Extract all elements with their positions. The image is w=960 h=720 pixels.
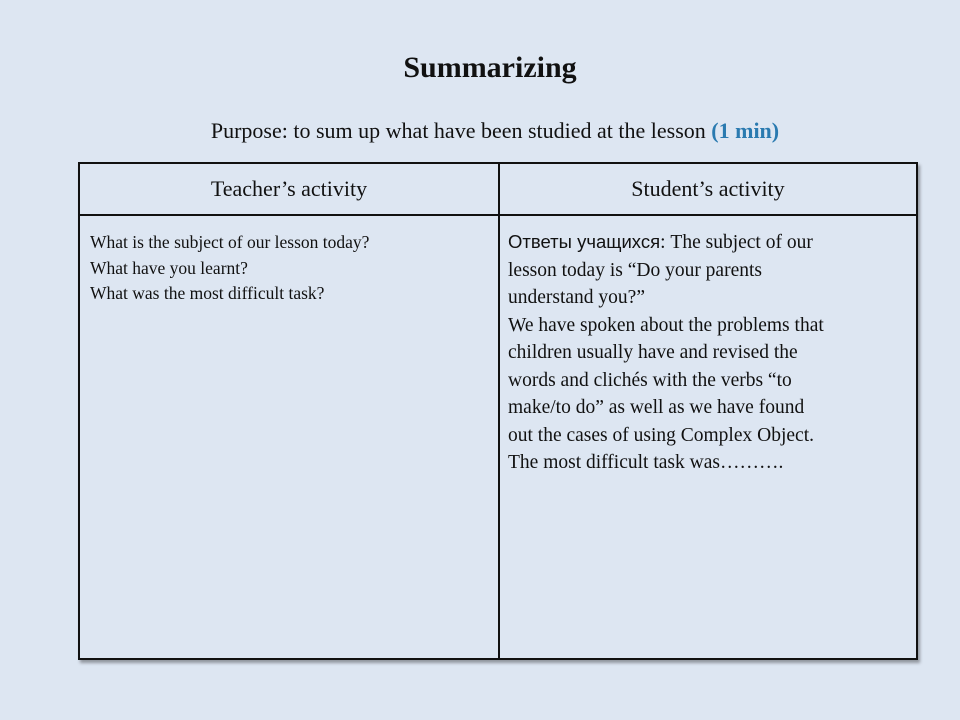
student-answer-line-6: words and clichés with the verbs “to xyxy=(508,369,792,391)
student-answer-prefix: Ответы учащихся xyxy=(508,231,661,252)
student-answer-line-7: make/to do” as well as we have found xyxy=(508,397,805,418)
teacher-activity-cell xyxy=(80,216,500,658)
purpose-text: Purpose: to sum up what have been studied at the lesson xyxy=(210,118,712,143)
student-activity-cell xyxy=(500,216,916,658)
student-answer-line-5: children usually have and revised the xyxy=(508,342,798,363)
student-answer-line-3: understand you?” xyxy=(508,287,645,308)
purpose-line xyxy=(0,116,960,146)
activity-table xyxy=(78,162,918,660)
purpose-time: (1 min) xyxy=(711,118,780,143)
student-activity-header: Student’s activity xyxy=(500,164,916,216)
student-answer-line-8: out the cases of using Complex Object. xyxy=(508,424,814,446)
student-answer-line-9: The most difficult task was………. xyxy=(508,452,784,473)
teacher-question-2: What have you learnt? xyxy=(90,257,248,278)
teacher-activity-header: Teacher’s activity xyxy=(80,164,500,216)
student-answer-line-1 xyxy=(508,228,908,257)
student-answer-line-4: We have spoken about the problems that xyxy=(508,314,824,336)
teacher-question-1: What is the subject of our lesson today? xyxy=(90,232,370,252)
teacher-question-3: What was the most difficult task? xyxy=(90,283,325,303)
slide-title: Summarizing xyxy=(403,51,577,84)
student-answer-line-1-text: : The subject of our xyxy=(660,232,813,253)
student-answer-line-2: lesson today is “Do your parents xyxy=(508,259,762,281)
